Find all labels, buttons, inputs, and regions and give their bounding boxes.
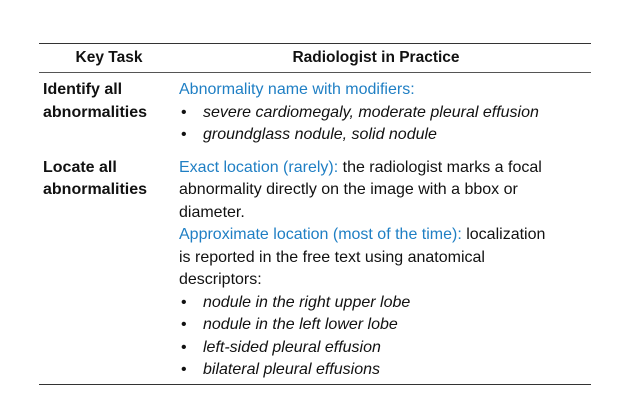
approx-heading: Approximate location (most of the time):	[179, 226, 462, 243]
exact-text-1: the radiologist marks a focal	[338, 158, 542, 176]
table-header	[39, 44, 591, 72]
list-item	[179, 359, 591, 382]
list-item	[179, 337, 591, 360]
task-label-line2: abnormalities	[43, 181, 148, 198]
task-label-line1: Identify all	[43, 81, 123, 98]
task-label-line1: Locate all	[43, 158, 117, 176]
abnormality-heading: Abnormality name with modifiers:	[179, 81, 415, 98]
list-item	[179, 292, 591, 315]
list-item	[179, 102, 591, 125]
task-table	[39, 43, 591, 385]
list-item	[179, 314, 591, 337]
bottom-rule	[39, 384, 591, 385]
bullet-icon: •	[181, 338, 187, 356]
bullet-icon: •	[181, 361, 187, 378]
header-radiologist: Radiologist in Practice	[292, 49, 460, 66]
list-item	[179, 124, 591, 147]
exact-location-line1	[179, 157, 591, 180]
exact-text-3: diameter.	[179, 203, 245, 221]
exact-text-2: abnormality directly on the image with a bbox or	[179, 181, 518, 198]
practice-cell	[179, 79, 591, 147]
task-label-line2: abnormalities	[43, 103, 148, 121]
bullet-text: nodule in the right upper lobe	[203, 293, 411, 311]
bullet-text: left-sided pleural effusion	[203, 338, 381, 356]
bullet-icon: •	[181, 316, 187, 333]
bullet-icon: •	[181, 293, 187, 311]
bullet-text: severe cardiomegaly, moderate pleural effusion	[203, 103, 539, 121]
practice-cell	[179, 157, 591, 382]
table-row-identify	[39, 73, 591, 147]
task-cell	[39, 79, 179, 147]
approx-text-1: localization	[461, 226, 546, 243]
bullet-text: nodule in the left lower lobe	[203, 316, 398, 333]
approx-location-line1	[179, 224, 591, 247]
bullet-icon: •	[181, 103, 187, 121]
bullet-icon: •	[181, 126, 187, 143]
exact-heading: Exact location (rarely):	[179, 158, 339, 176]
table-row-locate	[39, 147, 591, 384]
approx-text-3: descriptors:	[179, 271, 262, 288]
bullet-text: groundglass nodule, solid nodule	[203, 126, 437, 143]
approx-text-2: is reported in the free text using anatomical	[179, 248, 485, 266]
task-cell	[39, 157, 179, 382]
bullet-text: bilateral pleural effusions	[203, 361, 380, 378]
header-key-task: Key Task	[75, 49, 143, 66]
